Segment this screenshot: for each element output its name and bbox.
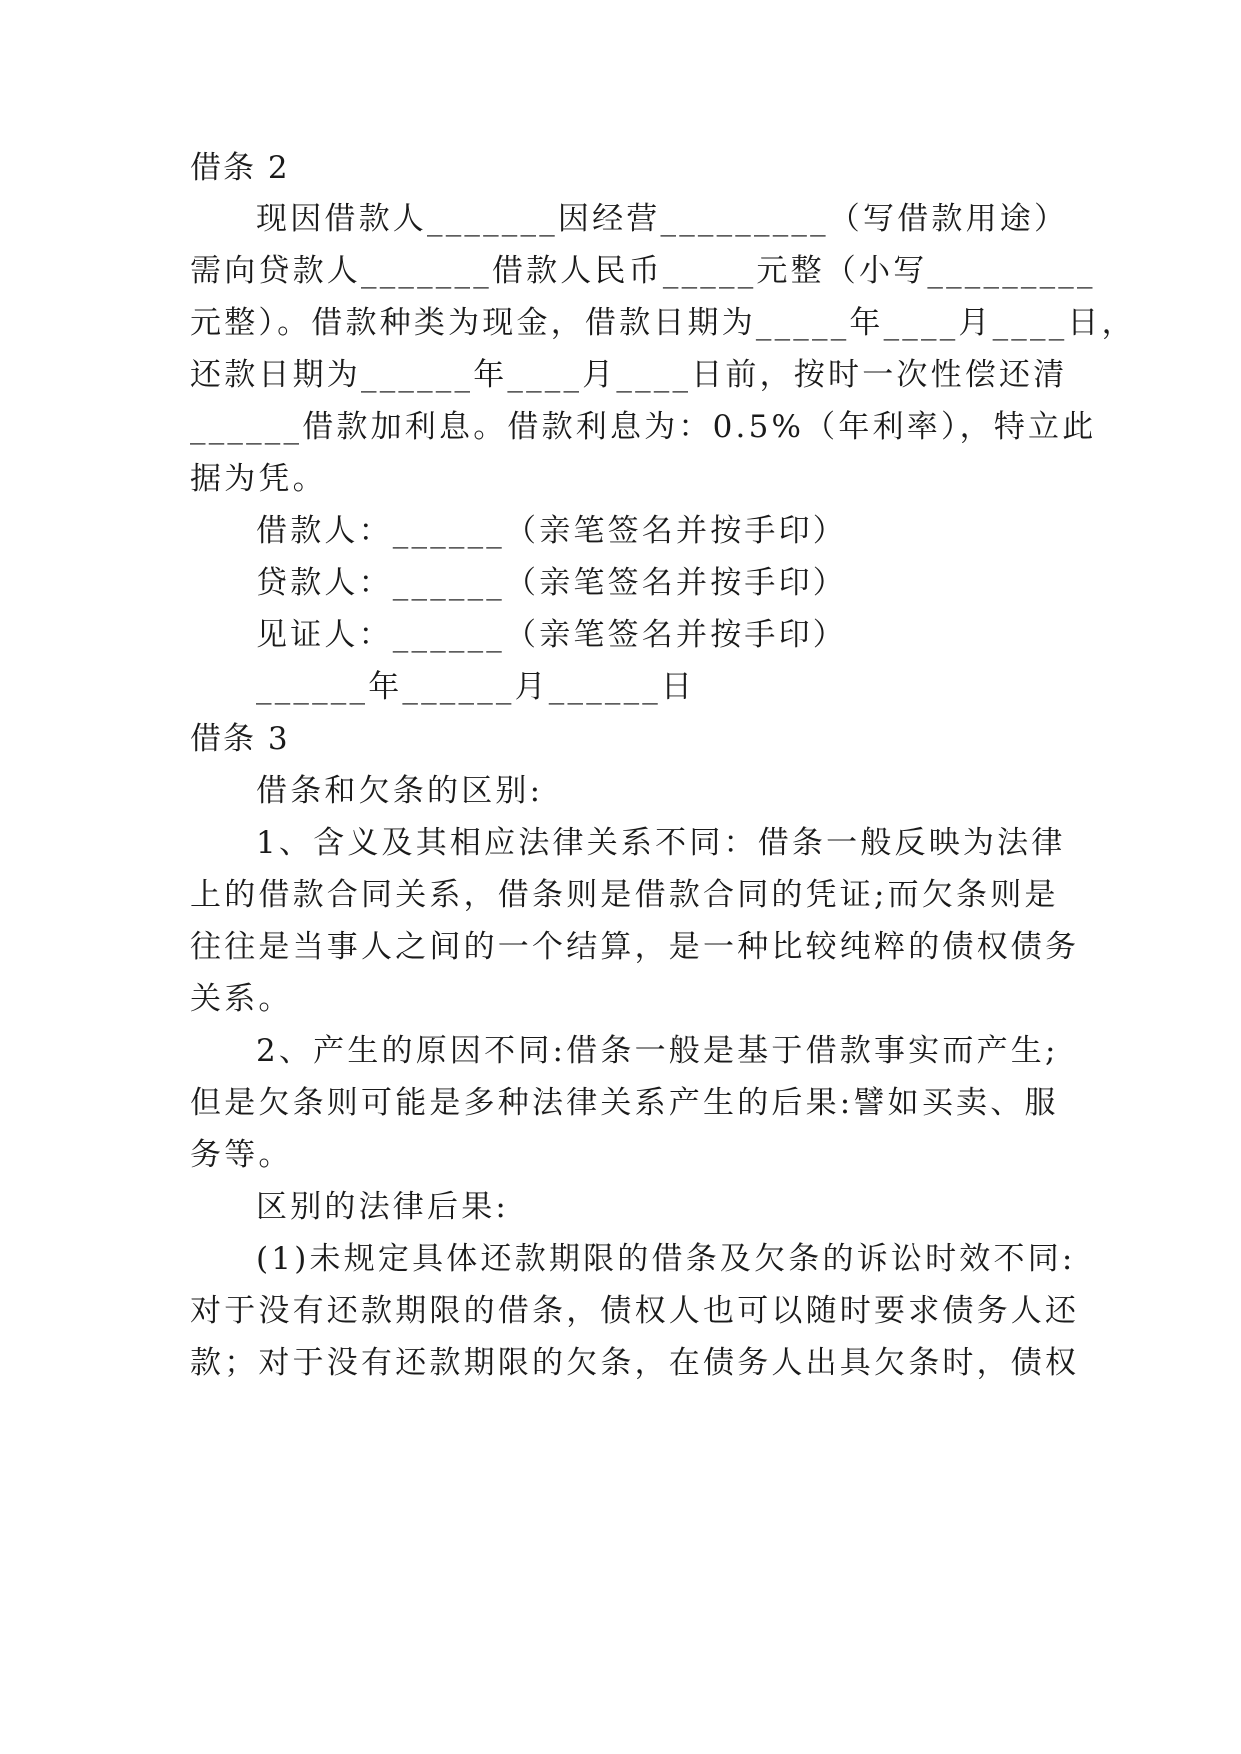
lender-signature-line: 贷款人：______（亲笔签名并按手印） <box>256 565 847 601</box>
paragraph-line: ______借款加利息。借款利息为：0.5%（年利率），特立此 <box>190 409 1097 445</box>
paragraph-line: 据为凭。 <box>190 461 327 497</box>
section-3-subtitle: 借条和欠条的区别: <box>256 773 544 809</box>
paragraph-line: 元整）。借款种类为现金，借款日期为_____年____月____日， <box>190 305 1136 341</box>
paragraph-line: 需向贷款人_______借款人民币_____元整（小写_________ <box>190 253 1096 289</box>
point-1-line: 上的借款合同关系，借条则是借款合同的凭证;而欠条则是 <box>190 877 1059 913</box>
consequence-1-line: 款；对于没有还款期限的欠条，在债务人出具欠条时，债权 <box>190 1345 1080 1381</box>
borrower-signature-line: 借款人：______（亲笔签名并按手印） <box>256 513 847 549</box>
section-3-heading: 借条 3 <box>190 721 290 757</box>
paragraph-line: 还款日期为______年____月____日前，按时一次性偿还清 <box>190 357 1068 393</box>
section-2-heading: 借条 2 <box>190 150 290 186</box>
point-2-line: 务等。 <box>190 1137 293 1173</box>
consequence-1-line: (1)未规定具体还款期限的借条及欠条的诉讼时效不同: <box>256 1241 1076 1277</box>
paragraph-line: 现因借款人_______因经营_________（写借款用途） <box>256 201 1069 237</box>
point-2-line: 但是欠条则可能是多种法律关系产生的后果:譬如买卖、服 <box>190 1085 1059 1121</box>
point-2-line: 2、产生的原因不同:借条一般是基于借款事实而产生; <box>256 1033 1059 1069</box>
date-line: ______年______月______日 <box>256 669 696 705</box>
point-1-line: 关系。 <box>190 981 293 1017</box>
consequences-title: 区别的法律后果: <box>256 1189 510 1225</box>
witness-signature-line: 见证人：______（亲笔签名并按手印） <box>256 617 847 653</box>
point-1-line: 1、含义及其相应法律关系不同：借条一般反映为法律 <box>256 825 1066 861</box>
point-1-line: 往往是当事人之间的一个结算，是一种比较纯粹的债权债务 <box>190 929 1080 965</box>
consequence-1-line: 对于没有还款期限的借条，债权人也可以随时要求债务人还 <box>190 1293 1080 1329</box>
